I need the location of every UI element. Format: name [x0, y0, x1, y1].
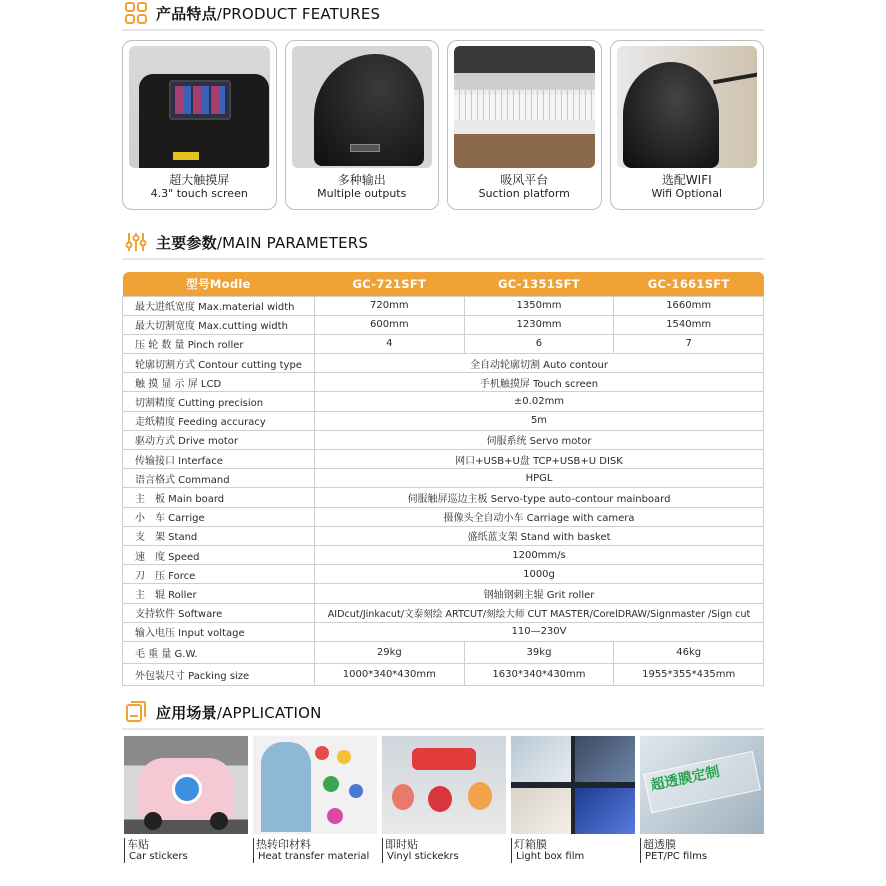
- application-vinyl-stickers: [382, 736, 506, 863]
- row-value: 伺服系统 Servo motor: [315, 430, 764, 449]
- table-row: [123, 565, 764, 584]
- features-title: 产品特点/PRODUCT FEATURES: [156, 4, 381, 23]
- row-value: HPGL: [315, 469, 764, 488]
- feature-cards: [122, 40, 764, 210]
- table-row: [123, 392, 764, 411]
- row-value: 1660mm: [614, 296, 764, 315]
- row-value: 1540mm: [614, 315, 764, 334]
- row-label: 外包装尺寸 Packing size: [123, 663, 315, 685]
- table-row: [123, 641, 764, 663]
- row-value: 钢轴钢刺主辊 Grit roller: [315, 584, 764, 603]
- application-heat-transfer: [253, 736, 377, 863]
- heat-transfer-image: [253, 736, 377, 834]
- feature-title-en: Multiple outputs: [317, 187, 407, 200]
- row-label: 支 架 Stand: [123, 526, 315, 545]
- table-row: [123, 315, 764, 334]
- table-row: [123, 603, 764, 622]
- row-label: 切割精度 Cutting precision: [123, 392, 315, 411]
- application-light-box-film: [511, 736, 635, 863]
- features-heading: [124, 1, 380, 25]
- params-heading: [124, 230, 368, 254]
- row-value: 1350mm: [464, 296, 614, 315]
- table-row: [123, 488, 764, 507]
- row-label: 最大进纸宽度 Max.material width: [123, 296, 315, 315]
- row-value: 摄像头全自动小车 Carriage with camera: [315, 507, 764, 526]
- row-value: 7: [614, 334, 764, 353]
- row-label: 速 度 Speed: [123, 545, 315, 564]
- row-label: 毛 重 量 G.W.: [123, 641, 315, 663]
- row-label: 支持软件 Software: [123, 603, 315, 622]
- row-label: 驱动方式 Drive motor: [123, 430, 315, 449]
- application-title-cn: 热转印材料: [253, 838, 377, 851]
- params-divider: [122, 258, 764, 260]
- row-value: 1230mm: [464, 315, 614, 334]
- row-value: 5m: [315, 411, 764, 430]
- application-list: [124, 736, 764, 863]
- table-row: [123, 663, 764, 685]
- feature-title-cn: 吸风平台: [500, 173, 549, 187]
- feature-card-wifi: [610, 40, 765, 210]
- feature-title-en: Wifi Optional: [651, 187, 723, 200]
- table-row: [123, 296, 764, 315]
- feature-title-en: Suction platform: [478, 187, 570, 200]
- row-value: 6: [464, 334, 614, 353]
- row-value: 1630*340*430mm: [464, 663, 614, 685]
- row-value: 1955*355*435mm: [614, 663, 764, 685]
- vinyl-stickers-image: [382, 736, 506, 834]
- application-divider: [122, 728, 764, 730]
- feature-title-cn: 超大触摸屏: [169, 173, 230, 187]
- table-row: [123, 469, 764, 488]
- row-label: 主 板 Main board: [123, 488, 315, 507]
- row-label: 小 车 Carrige: [123, 507, 315, 526]
- application-title-cn: 灯箱膜: [511, 838, 635, 851]
- light-box-film-image: [511, 736, 635, 834]
- table-row: [123, 334, 764, 353]
- row-label: 输入电压 Input voltage: [123, 622, 315, 641]
- row-value: 720mm: [315, 296, 465, 315]
- table-row: [123, 584, 764, 603]
- feature-card-touch-screen: [122, 40, 277, 210]
- table-row: [123, 373, 764, 392]
- application-title-en: Vinyl stickekrs: [382, 851, 506, 863]
- application-title-en: Heat transfer material: [253, 851, 377, 863]
- table-row: [123, 450, 764, 469]
- row-label: 主 辊 Roller: [123, 584, 315, 603]
- row-value: 1000g: [315, 565, 764, 584]
- feature-title-cn: 多种输出: [337, 173, 386, 187]
- wifi-image: [617, 46, 758, 168]
- touch-screen-image: [129, 46, 270, 168]
- table-row: [123, 411, 764, 430]
- row-value: 46kg: [614, 641, 764, 663]
- table-row: [123, 507, 764, 526]
- table-row: [123, 545, 764, 564]
- table-row: [123, 430, 764, 449]
- car-stickers-image: [124, 736, 248, 834]
- table-header-row: [123, 272, 764, 296]
- application-title-cn: 即时贴: [382, 838, 506, 851]
- row-value: 伺服触屏巡边主板 Servo-type auto-contour mainboard: [315, 488, 764, 507]
- row-label: 刀 压 Force: [123, 565, 315, 584]
- application-title-cn: 车贴: [124, 838, 248, 851]
- application-heading: [124, 700, 322, 724]
- feature-card-multiple-outputs: [285, 40, 440, 210]
- application-title-en: Light box film: [511, 851, 635, 863]
- header-gc1661: GC-1661SFT: [614, 272, 764, 296]
- application-title: 应用场景/APPLICATION: [156, 703, 322, 722]
- row-value: 1200mm/s: [315, 545, 764, 564]
- row-label: 语言格式 Command: [123, 469, 315, 488]
- row-value: AIDcut/Jinkacut/文泰刻绘 ARTCUT/刻绘大师 CUT MASTER/CorelDRAW/Signmaster /Sign cut: [315, 603, 764, 622]
- params-title: 主要参数/MAIN PARAMETERS: [156, 233, 369, 252]
- row-label: 最大切割宽度 Max.cutting width: [123, 315, 315, 334]
- header-model: 型号Modle: [123, 272, 315, 296]
- row-value: 全自动轮廓切割 Auto contour: [315, 354, 764, 373]
- application-title-en: PET/PC films: [640, 851, 764, 863]
- row-value: ±0.02mm: [315, 392, 764, 411]
- outputs-image: [292, 46, 433, 168]
- row-value: 29kg: [315, 641, 465, 663]
- row-value: 手机触摸屏 Touch screen: [315, 373, 764, 392]
- document-icon: [124, 700, 148, 724]
- application-title-cn: 超透膜: [640, 838, 764, 851]
- table-row: [123, 526, 764, 545]
- feature-card-suction-platform: [447, 40, 602, 210]
- feature-title-en: 4.3" touch screen: [150, 187, 248, 200]
- table-row: [123, 354, 764, 373]
- parameters-table: [122, 272, 764, 686]
- application-title-en: Car stickers: [124, 851, 248, 863]
- row-label: 触 摸 显 示 屏 LCD: [123, 373, 315, 392]
- row-value: 4: [315, 334, 465, 353]
- table-row: [123, 622, 764, 641]
- row-value: 39kg: [464, 641, 614, 663]
- application-car-stickers: [124, 736, 248, 863]
- row-label: 走纸精度 Feeding accuracy: [123, 411, 315, 430]
- row-label: 传输接口 Interface: [123, 450, 315, 469]
- row-value: 盛纸蓝支架 Stand with basket: [315, 526, 764, 545]
- pet-films-image: [640, 736, 764, 834]
- pet-sign-text: 超透膜定制: [649, 763, 722, 795]
- row-value: 600mm: [315, 315, 465, 334]
- row-value: 110—230V: [315, 622, 764, 641]
- suction-platform-image: [454, 46, 595, 168]
- row-label: 压 轮 数 量 Pinch roller: [123, 334, 315, 353]
- features-divider: [122, 29, 764, 31]
- application-pet-films: [640, 736, 764, 863]
- header-gc721: GC-721SFT: [315, 272, 465, 296]
- sliders-icon: [124, 230, 148, 254]
- row-value: 网口+USB+U盘 TCP+USB+U DISK: [315, 450, 764, 469]
- feature-title-cn: 选配WIFI: [661, 173, 712, 187]
- grid-icon: [124, 1, 148, 25]
- row-value: 1000*340*430mm: [315, 663, 465, 685]
- row-label: 轮廓切割方式 Contour cutting type: [123, 354, 315, 373]
- header-gc1351: GC-1351SFT: [464, 272, 614, 296]
